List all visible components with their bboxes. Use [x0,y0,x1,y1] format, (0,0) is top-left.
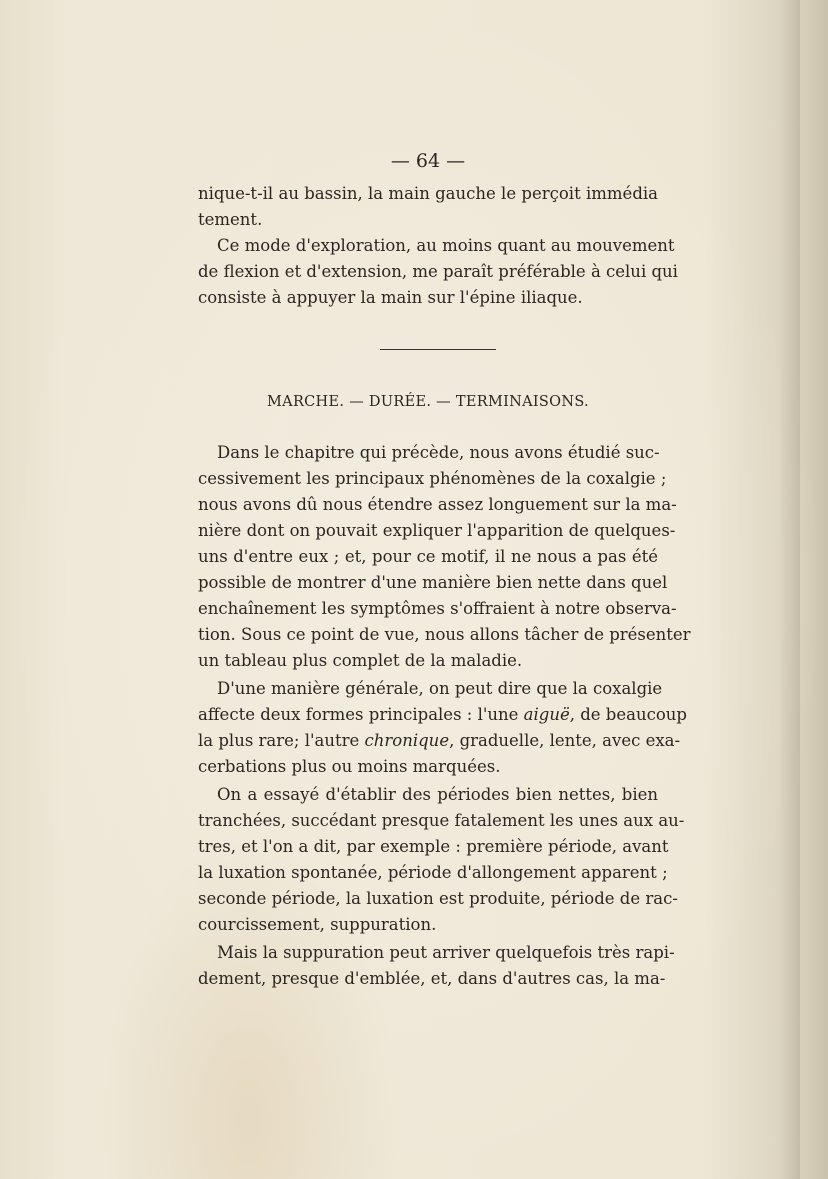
text-segment: , graduelle, lente, avec exa- [449,731,681,750]
text-line: seconde période, la luxation est produite, période de rac- [198,889,678,908]
text-line: consiste à appuyer la main sur l'épine iliaque. [198,288,583,307]
page-number: — 64 — [390,150,466,172]
text-line: On a essayé d'établir des périodes bien nettes, bien [217,785,658,804]
text-line: nière dont on pouvait expliquer l'apparition de quelques- [198,521,676,540]
text-segment: la plus rare; l'autre [198,731,365,750]
text-line: nous avons dû nous étendre assez longuement sur la ma- [198,495,677,514]
page-edge-shadow [778,0,800,1179]
text-line: enchaînement les symptômes s'offraient à notre observa- [198,599,677,618]
text-line: cerbations plus ou moins marquées. [198,757,501,776]
text-line-with-emphasis [198,702,687,728]
text-segment: , de beaucoup [569,705,687,724]
text-line: Ce mode d'exploration, au moins quant au mouvement [217,236,675,255]
text-line: uns d'entre eux ; et, pour ce motif, il ne nous a pas été [198,547,658,566]
text-line: tranchées, succédant presque fatalement les unes aux au- [198,811,685,830]
emphasis-aigue: aiguë [523,705,570,724]
text-line: possible de montrer d'une manière bien nette dans quel [198,573,668,592]
section-divider [380,349,496,350]
section-heading: MARCHE. — DURÉE. — TERMINAISONS. [267,394,589,410]
text-line: D'une manière générale, on peut dire que la coxalgie [217,679,663,698]
text-line: tion. Sous ce point de vue, nous allons tâcher de présenter [198,625,691,644]
text-line: Mais la suppuration peut arriver quelquefois très rapi- [217,943,675,962]
text-line: cessivement les principaux phénomènes de la coxalgie ; [198,469,667,488]
text-line: Dans le chapitre qui précède, nous avons étudié suc- [217,443,660,462]
text-line: la luxation spontanée, période d'allongement apparent ; [198,863,668,882]
text-line: courcissement, suppuration. [198,915,437,934]
text-line: dement, presque d'emblée, et, dans d'autres cas, la ma- [198,969,666,988]
emphasis-chronique: chronique [364,731,450,750]
text-segment: affecte deux formes principales : l'une [198,705,524,724]
text-line: nique-t-il au bassin, la main gauche le perçoit immédia [198,184,658,203]
text-line: de flexion et d'extension, me paraît préférable à celui qui [198,262,678,281]
text-line: tres, et l'on a dit, par exemple : première période, avant [198,837,669,856]
text-line: un tableau plus complet de la maladie. [198,651,523,670]
text-line: tement. [198,210,263,229]
text-line-with-emphasis [198,728,681,754]
